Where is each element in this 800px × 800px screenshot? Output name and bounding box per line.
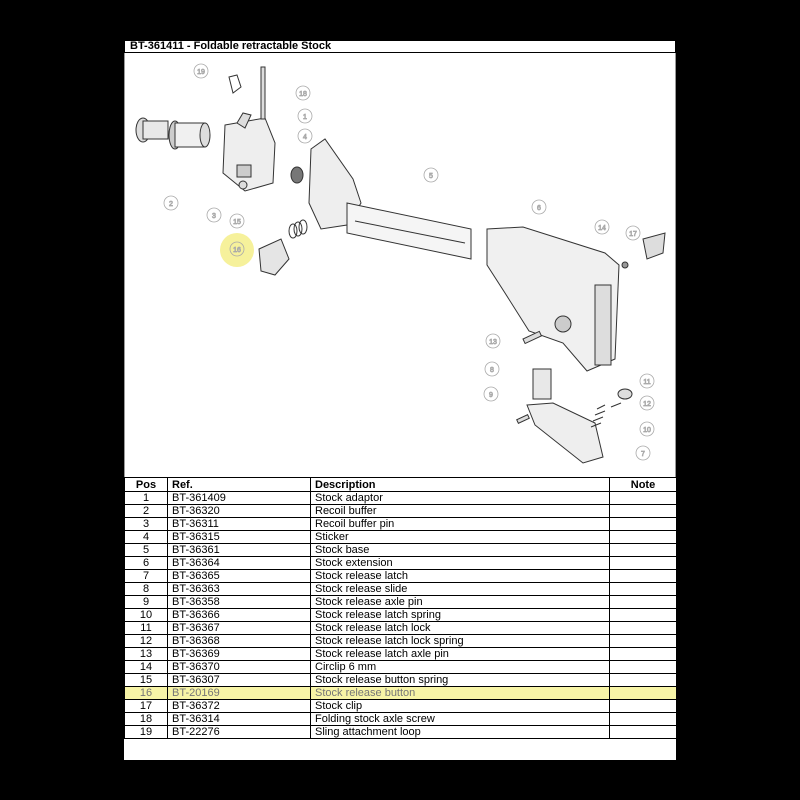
callout-11	[640, 374, 654, 388]
cell-ref: BT-36364	[168, 557, 311, 570]
svg-text:12: 12	[643, 401, 651, 408]
part-stock-clip	[643, 233, 665, 259]
cell-desc: Stock release latch axle pin	[311, 648, 610, 661]
part-stock-extension	[487, 227, 619, 371]
cell-pos: 11	[125, 622, 168, 635]
cell-desc: Circlip 6 mm	[311, 661, 610, 674]
cell-note	[610, 687, 677, 700]
cell-pos: 8	[125, 583, 168, 596]
svg-text:4: 4	[303, 134, 307, 141]
cell-pos: 18	[125, 713, 168, 726]
svg-text:14: 14	[598, 225, 606, 232]
header-pos: Pos	[125, 478, 168, 492]
cell-desc: Stock release latch	[311, 570, 610, 583]
table-row	[125, 635, 677, 648]
callout-5	[424, 168, 438, 182]
cell-pos: 9	[125, 596, 168, 609]
svg-text:5: 5	[429, 173, 433, 180]
svg-text:13: 13	[489, 339, 497, 346]
cell-ref: BT-36307	[168, 674, 311, 687]
cell-ref: BT-36370	[168, 661, 311, 674]
svg-text:2: 2	[169, 201, 173, 208]
cell-ref: BT-36372	[168, 700, 311, 713]
part-stock-base	[309, 139, 471, 259]
header-description: Description	[311, 478, 610, 492]
svg-text:6: 6	[537, 205, 541, 212]
cell-pos: 7	[125, 570, 168, 583]
cell-desc: Stock release button	[311, 687, 610, 700]
svg-text:15: 15	[233, 219, 241, 226]
cell-desc: Stock release latch spring	[311, 609, 610, 622]
callout-4	[298, 129, 312, 143]
cell-pos: 6	[125, 557, 168, 570]
header-note: Note	[610, 478, 677, 492]
header-ref: Ref.	[168, 478, 311, 492]
svg-text:9: 9	[489, 392, 493, 399]
callout-19	[194, 64, 208, 78]
cell-desc: Recoil buffer	[311, 505, 610, 518]
cell-note	[610, 661, 677, 674]
cell-pos: 5	[125, 544, 168, 557]
cell-note	[610, 713, 677, 726]
part-release-button-spring	[289, 220, 307, 238]
cell-note	[610, 505, 677, 518]
table-row	[125, 570, 677, 583]
part-release-slide	[533, 369, 551, 399]
cell-desc: Stock base	[311, 544, 610, 557]
cell-ref: BT-22276	[168, 726, 311, 739]
exploded-diagram	[124, 53, 676, 477]
cell-ref: BT-361409	[168, 492, 311, 505]
cell-desc: Folding stock axle screw	[311, 713, 610, 726]
cell-ref: BT-36315	[168, 531, 311, 544]
cell-ref: BT-36314	[168, 713, 311, 726]
table-row	[125, 518, 677, 531]
table-row	[125, 557, 677, 570]
svg-text:1: 1	[303, 114, 307, 121]
svg-text:18: 18	[299, 91, 307, 98]
callout-17	[626, 226, 640, 240]
svg-text:8: 8	[490, 367, 494, 374]
part-sling-loop	[229, 75, 241, 93]
cell-pos: 10	[125, 609, 168, 622]
cell-pos: 16	[125, 687, 168, 700]
cell-pos: 3	[125, 518, 168, 531]
callout-13	[486, 334, 500, 348]
table-row	[125, 648, 677, 661]
cell-note	[610, 596, 677, 609]
part-stock-adaptor	[223, 113, 275, 191]
part-latch-lock	[618, 389, 632, 399]
callout-8	[485, 362, 499, 376]
cell-ref: BT-36361	[168, 544, 311, 557]
table-row	[125, 713, 677, 726]
table-row	[125, 700, 677, 713]
cell-note	[610, 726, 677, 739]
cell-note	[610, 648, 677, 661]
part-circlip	[622, 262, 628, 268]
cell-ref: BT-36368	[168, 635, 311, 648]
table-row	[125, 505, 677, 518]
table-row	[125, 661, 677, 674]
callout-1	[298, 109, 312, 123]
table-row	[125, 544, 677, 557]
callout-10	[640, 422, 654, 436]
cell-note	[610, 544, 677, 557]
cell-ref: BT-20169	[168, 687, 311, 700]
parts-table-header	[125, 478, 677, 492]
cell-desc: Stock release latch lock spring	[311, 635, 610, 648]
parts-table-body	[125, 492, 677, 739]
cell-note	[610, 622, 677, 635]
part-release-latch	[527, 403, 603, 463]
callout-7	[636, 446, 650, 460]
svg-text:10: 10	[643, 427, 651, 434]
table-row	[125, 687, 677, 700]
part-axle-screw	[261, 67, 265, 119]
exploded-view-drawing	[125, 53, 677, 477]
cell-desc: Stock release axle pin	[311, 596, 610, 609]
sheet-title: BT-361411 - Foldable retractable Stock	[124, 40, 676, 53]
cell-note	[610, 570, 677, 583]
table-row	[125, 596, 677, 609]
svg-text:3: 3	[212, 213, 216, 220]
cell-note	[610, 700, 677, 713]
cell-note	[610, 609, 677, 622]
cell-ref: BT-36358	[168, 596, 311, 609]
callout-2	[164, 196, 178, 210]
cell-desc: Stock clip	[311, 700, 610, 713]
callout-18	[296, 86, 310, 100]
cell-desc: Sticker	[311, 531, 610, 544]
cell-ref: BT-36369	[168, 648, 311, 661]
part-recoil-buffer	[136, 118, 210, 149]
cell-pos: 17	[125, 700, 168, 713]
part-latch-lock-spring	[611, 403, 621, 407]
part-release-button	[259, 239, 289, 275]
cell-pos: 14	[125, 661, 168, 674]
cell-pos: 15	[125, 674, 168, 687]
cell-pos: 13	[125, 648, 168, 661]
table-row	[125, 492, 677, 505]
callout-12	[640, 396, 654, 410]
cell-ref: BT-36311	[168, 518, 311, 531]
table-row	[125, 622, 677, 635]
cell-ref: BT-36320	[168, 505, 311, 518]
cell-ref: BT-36363	[168, 583, 311, 596]
svg-text:16: 16	[233, 247, 241, 254]
cell-pos: 19	[125, 726, 168, 739]
table-row	[125, 609, 677, 622]
table-row	[125, 583, 677, 596]
callout-3	[207, 208, 221, 222]
table-row	[125, 726, 677, 739]
cell-pos: 1	[125, 492, 168, 505]
callout-6	[532, 200, 546, 214]
cell-note	[610, 635, 677, 648]
cell-desc: Recoil buffer pin	[311, 518, 610, 531]
cell-desc: Stock adaptor	[311, 492, 610, 505]
cell-note	[610, 531, 677, 544]
cell-note	[610, 492, 677, 505]
part-latch-axle-pin	[523, 331, 541, 343]
cell-note	[610, 674, 677, 687]
svg-text:17: 17	[629, 231, 637, 238]
cell-note	[610, 583, 677, 596]
parts-sheet	[124, 40, 676, 760]
cell-note	[610, 518, 677, 531]
callout-14	[595, 220, 609, 234]
cell-ref: BT-36365	[168, 570, 311, 583]
cell-desc: Stock release latch lock	[311, 622, 610, 635]
cell-pos: 2	[125, 505, 168, 518]
part-release-axle-pin	[517, 415, 530, 424]
cell-desc: Sling attachment loop	[311, 726, 610, 739]
cell-ref: BT-36367	[168, 622, 311, 635]
callout-15	[230, 214, 244, 228]
svg-text:19: 19	[197, 69, 205, 76]
cell-ref: BT-36366	[168, 609, 311, 622]
svg-text:11: 11	[643, 379, 651, 386]
cell-desc: Stock release button spring	[311, 674, 610, 687]
cell-pos: 4	[125, 531, 168, 544]
part-sticker	[291, 167, 303, 183]
parts-table	[124, 477, 677, 739]
svg-text:7: 7	[641, 451, 645, 458]
table-row	[125, 674, 677, 687]
cell-desc: Stock extension	[311, 557, 610, 570]
table-row	[125, 531, 677, 544]
cell-pos: 12	[125, 635, 168, 648]
cell-note	[610, 557, 677, 570]
callout-9	[484, 387, 498, 401]
cell-desc: Stock release slide	[311, 583, 610, 596]
